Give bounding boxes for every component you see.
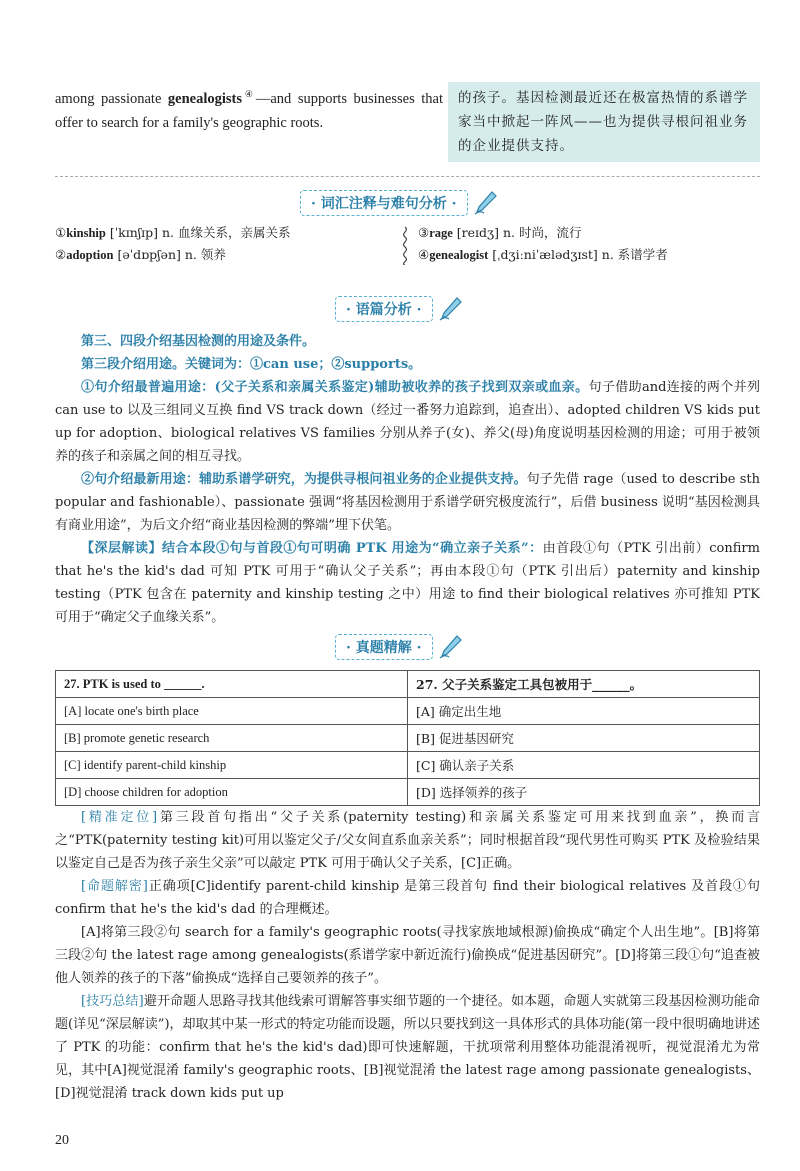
vocab-column-right [418,222,760,266]
explanation-paragraph-2: [命题解密]正确项[C]identify parent-child kinship 是第三段首句 find their biological relatives 及首段①句 confirm that he's the kid's dad 的合理概述。 [55,879,760,917]
footnote-marker: ④ [242,89,256,99]
passage-text-pre: among passionate [55,90,168,107]
vocab-title-label: · 词汇注释与难句分析 · [300,190,468,216]
passage-text-post: —and supports businesses that offer to search for a family's geographic roots. [55,90,443,131]
explanation-paragraph-4: [技巧总结]避开命题人思路寻找其他线索可谓解答事实细节题的一个捷径。如本题，命题人实就第三段基因检测功能命题(详见“深层解读”)，却取其中某一形式的特定功能而设题，所以只要找到这一具体形式的具体功能(第一段中很明确地讲述了 PTK 的功能：confirm that he's the kid's dad)即可快速解题，干扰项常利用整体功能混淆视听，视觉混淆尤为常见，其中[A]视觉混淆 family's geographic roots、[B]视觉混淆 the latest rage among passionate genealogists、[D]视觉混淆 track down kids put up [55,994,760,1101]
option-row [56,779,760,806]
explanation-paragraph-3: [A]将第三段②句 search for a family's geographic roots(寻找家族地域根源)偷换成“确定个人出生地”。[B]将第三段②句 the latest rage among genealogists(系谱学家中新近流行)偷换成“促进基因研究”。[D]将第三段①句“追查被他人领养的孩子的下落”偷换成“选择自己要领养的孩子”。 [55,925,760,986]
analysis-heading-1: 第三、四段介绍基因检测的用途及条件。 [81,334,316,349]
analysis-body [55,330,760,629]
analysis-paragraph-2: ②句介绍最新用途：辅助系谱学研究，为提供寻根问祖业务的企业提供支持。句子先借 rage（used to describe sth popular and fashionable）、passionate 强调“将基因检测用于系谱学研究极度流行”，后借 business 说明“基因检测具有商业用途”，为后文介绍“商业基因检测的弊端”埋下伏笔。 [55,472,760,533]
option-row [56,698,760,725]
question-title-label: · 真题精解 · [335,634,433,660]
pen-icon [472,190,498,216]
passage-bold-word: genealogists [167,90,243,107]
option-cn: [D] 选择领养的孩子 [408,779,760,806]
vocab-section-title [300,190,498,216]
top-chinese-translation: 的孩子。基因检测最近还在极富热情的系谱学家当中掀起一阵风——也为提供寻根问祖业务的企业提供支持。 [448,82,760,162]
analysis-paragraph-1: ①句介绍最普遍用途：(父子关系和亲属关系鉴定)辅助被收养的孩子找到双亲或血亲。句子借助and连接的两个并列 can use to 以及三组同义互换 find VS track down（经过一番努力追踪到，追查出）、adopted children VS kids put up for adoption、biological relatives VS families 分别从养子(女)、养父(母)角度说明基因检测的用途；可用于被领养的孩子和亲属之间的相互寻找。 [55,380,760,464]
analysis-title-label: · 语篇分析 · [335,296,433,322]
analysis-section-title [335,296,463,322]
option-cn: [C] 确认亲子关系 [408,752,760,779]
vocab-item: ④genealogist [ˌdʒiːniˈælədʒɪst] n. 系谱学者 [418,247,668,262]
page-number: 20 [55,1133,69,1148]
option-en: [A] locate one's birth place [56,698,408,725]
question-section-title [335,634,463,660]
pen-icon [437,296,463,322]
explanation-paragraph-1: [精准定位]第三段首句指出“父子关系(paternity testing)和亲属关系鉴定可用来找到血亲”，换而言之“PTK(paternity testing kit)可用以鉴定父子/父女间直系血亲关系”；同时根据首段“现代男性可购买 PTK 及检验结果以鉴定自己是否为孩子亲生父亲”可以敲定 PTK 可用于确认父子关系，[C]正确。 [55,810,760,871]
top-english-passage [55,82,443,135]
analysis-paragraph-3: 【深层解读】结合本段①句与首段①句可明确 PTK 用途为“确立亲子关系”：由首段①句（PTK 引出前）confirm that he's the kid's dad 可知 PTK 可用于“确认父子关系”；再由本段①句（PTK 引出后）paternity and kinship testing（PTK 包含在 paternity and kinship testing 之中）用途 to find their biological relatives 亦可推知 PTK 可用于“确定父子血缘关系”。 [55,541,760,625]
option-en: [C] identify parent-child kinship [56,752,408,779]
analysis-heading-2: 第三段介绍用途。关键词为：①can use；②supports。 [81,357,422,372]
question-stem-cn: 27. 父子关系鉴定工具包被用于______。 [408,671,760,698]
option-row [56,725,760,752]
option-en: [B] promote genetic research [56,725,408,752]
question-stem-en: 27. PTK is used to ______. [56,671,408,698]
spiral-divider-icon [398,225,412,265]
option-cn: [A] 确定出生地 [408,698,760,725]
vocab-item: ①kinship [ˈkɪnʃɪp] n. 血缘关系，亲属关系 [55,225,291,240]
question-stem-row [56,671,760,698]
vocab-item: ③rage [reɪdʒ] n. 时尚，流行 [418,225,582,240]
pen-icon [437,634,463,660]
option-row [56,752,760,779]
option-en: [D] choose children for adoption [56,779,408,806]
explanation-body [55,806,760,1105]
vocab-column-left [55,222,385,266]
section-divider [55,176,760,177]
vocab-item: ②adoption [əˈdɒpʃən] n. 领养 [55,247,226,262]
option-cn: [B] 促进基因研究 [408,725,760,752]
question-table [55,670,760,806]
